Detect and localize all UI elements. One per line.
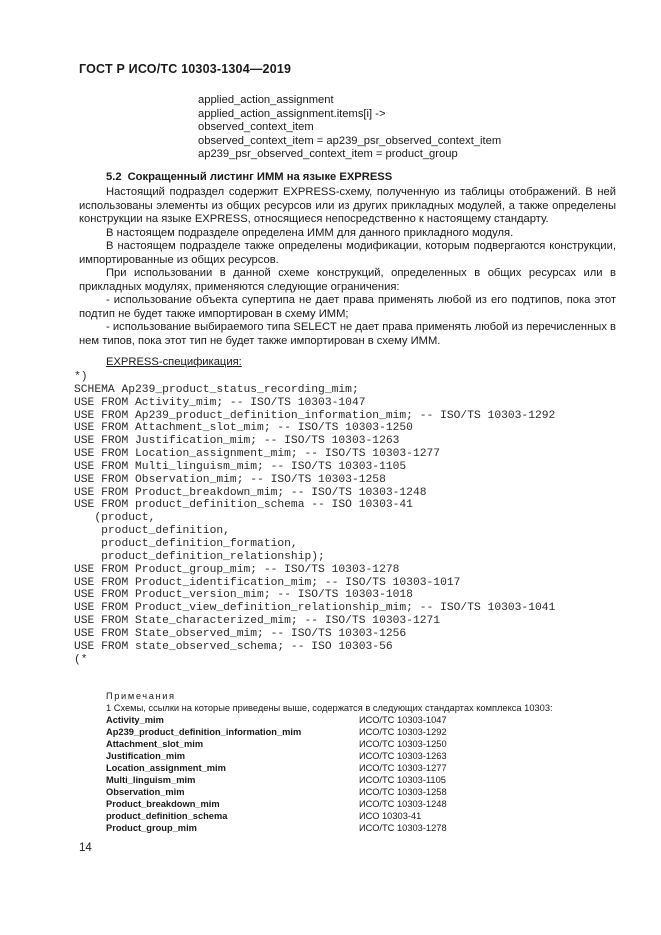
notes-table [106, 714, 559, 834]
schema-ref: ИСО/ТС 10303-1258 [359, 787, 447, 797]
schema-ref: ИСО 10303-41 [359, 811, 422, 821]
code-line: SCHEMA Ap239_product_status_recording_mim; [74, 383, 359, 396]
code-line: USE FROM Product_group_mim; -- ISO/TS 10303-1278 [74, 563, 400, 576]
mapping-line: ap239_psr_observed_context_item = product_group [198, 148, 458, 161]
schema-ref: ИСО/ТС 10303-1278 [359, 823, 447, 833]
section-body [79, 186, 616, 348]
notes-block [106, 690, 559, 834]
express-code-listing [74, 371, 555, 666]
code-line: USE FROM State_observed_mim; -- ISO/TS 10303-1256 [74, 627, 407, 640]
code-line: USE FROM Ap239_product_definition_information_mim; -- ISO/TS 10303-1292 [74, 409, 556, 422]
code-line: USE FROM state_observed_schema; -- ISO 10303-56 [74, 640, 393, 653]
paragraph: - использование выбираемого типа SELECT не дает права применять любой из перечисленных в нем типов, пока этот тип не будет также импортирован в схему ИММ. [79, 321, 616, 347]
section-number: 5.2 [106, 171, 122, 183]
schema-name: Product_group_mim [106, 823, 197, 833]
schema-name: Observation_mim [106, 787, 185, 797]
paragraph: - использование объекта супертипа не дает права применять любой из его подтипов, пока этот подтип не будет также импортирован в схему ИММ; [79, 294, 616, 320]
schema-name: product_definition_schema [106, 811, 228, 821]
code-line: product_definition_formation, [74, 537, 298, 550]
schema-name: Attachment_slot_mim [106, 739, 204, 749]
code-line: product_definition, [74, 525, 230, 538]
schema-ref: ИСО/ТС 10303-1277 [359, 763, 447, 773]
schema-name: Ap239_product_definition_information_mim [106, 727, 302, 737]
code-line: USE FROM Location_assignment_mim; -- ISO/TS 10303-1277 [74, 448, 441, 461]
page-header-title: ГОСТ Р ИСО/ТС 10303-1304—2019 [79, 62, 292, 76]
mapping-line: observed_context_item [198, 121, 314, 134]
code-line: product_definition_relationship); [74, 550, 325, 563]
code-line: USE FROM Product_breakdown_mim; -- ISO/TS 10303-1248 [74, 486, 427, 499]
paragraph: В настоящем подразделе также определены модификации, которым подвергаются конструкции, импортированные из общих ресурсов. [79, 240, 616, 266]
express-spec-label: EXPRESS-спецификация: [106, 356, 242, 368]
mapping-line: applied_action_assignment.items[i] -> [198, 107, 386, 120]
code-line: USE FROM Activity_mim; -- ISO/TS 10303-1047 [74, 396, 366, 409]
section-title: Сокращенный листинг ИММ на языке EXPRESS [127, 171, 393, 183]
code-line: USE FROM State_characterized_mim; -- ISO/TS 10303-1271 [74, 615, 441, 628]
schema-ref: ИСО/ТС 10303-1263 [359, 751, 447, 761]
schema-ref: ИСО/ТС 10303-1105 [359, 775, 446, 785]
code-line: USE FROM Product_version_mim; -- ISO/TS 10303-1018 [74, 589, 413, 602]
schema-ref: ИСО/ТС 10303-1047 [359, 715, 447, 725]
code-line: (product, [74, 512, 156, 525]
schema-ref: ИСО/ТС 10303-1248 [359, 799, 447, 809]
paragraph: Настоящий подраздел содержит EXPRESS-схему, полученную из таблицы отображений. В ней использованы элементы из общих ресурсов или из других прикладных модулей, а также определены конструкции на языке EXPRESS, относящиеся непосредственно к настоящему стандарту. [79, 186, 616, 225]
code-line: USE FROM Product_view_definition_relationship_mim; -- ISO/TS 10303-1041 [74, 602, 556, 615]
schema-name: Location_assignment_mim [106, 763, 226, 773]
mapping-line: observed_context_item = ap239_psr_observed_context_item [198, 134, 502, 147]
schema-ref: ИСО/ТС 10303-1292 [359, 727, 447, 737]
notes-title: Примечания [106, 691, 176, 701]
code-line: USE FROM Product_identification_mim; -- ISO/TS 10303-1017 [74, 576, 461, 589]
code-line: USE FROM product_definition_schema -- ISO 10303-41 [74, 499, 413, 512]
paragraph: В настоящем подразделе определена ИММ для данного прикладного модуля. [106, 226, 514, 239]
mapping-continuation [198, 94, 501, 162]
schema-name: Multi_linguism_mim [106, 775, 196, 785]
schema-name: Product_breakdown_mim [106, 799, 220, 809]
schema-name: Activity_mim [106, 715, 164, 725]
notes-intro: 1 Схемы, ссылки на которые приведены выше, содержатся в следующих стандартах комплекса 10303: [106, 703, 553, 713]
code-line: USE FROM Justification_mim; -- ISO/TS 10303-1263 [74, 435, 400, 448]
code-line: USE FROM Observation_mim; -- ISO/TS 10303-1258 [74, 473, 386, 486]
schema-name: Justification_mim [106, 751, 186, 761]
code-line: USE FROM Multi_linguism_mim; -- ISO/TS 10303-1105 [74, 460, 407, 473]
section-heading [106, 171, 398, 183]
code-line: (* [74, 653, 88, 666]
code-line: *) [74, 371, 88, 383]
schema-ref: ИСО/ТС 10303-1250 [359, 739, 447, 749]
paragraph: При использовании в данной схеме конструкций, определенных в общих ресурсах или в прикладных модулях, применяются следующие ограничения: [79, 267, 616, 293]
code-line: USE FROM Attachment_slot_mim; -- ISO/TS 10303-1250 [74, 422, 413, 435]
page-number: 14 [79, 842, 92, 854]
mapping-line: applied_action_assignment [198, 94, 334, 106]
